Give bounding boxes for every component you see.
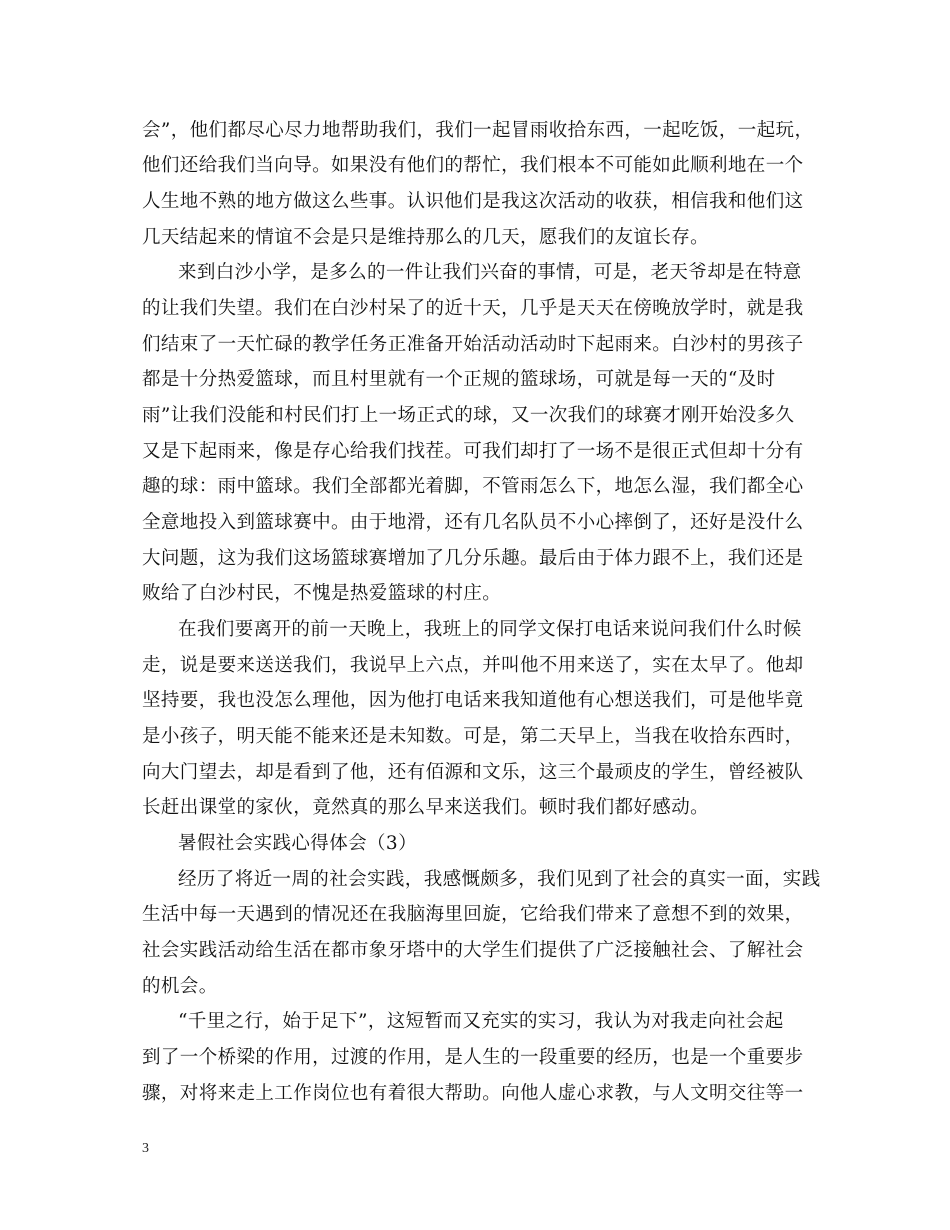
text-line: 大问题，这为我们这场篮球赛增加了几分乐趣。最后由于体力跟不上，我们还是 [142, 548, 804, 569]
text-line: 走，说是要来送送我们，我说早上六点，并叫他不用来送了，实在太早了。他却 [142, 655, 804, 676]
text-line: 都是十分热爱篮球，而且村里就有一个正规的篮球场，可就是每一天的“及时 [142, 369, 776, 390]
text-line: 败给了白沙村民，不愧是热爱篮球的村庄。 [142, 583, 502, 604]
text-line: 的机会。 [142, 976, 218, 997]
text-line: 雨”让我们没能和村民们打上一场正式的球，又一次我们的球赛才刚开始没多久 [142, 405, 795, 426]
text-line: 到了一个桥梁的作用，过渡的作用，是人生的一段重要的经历，也是一个重要步 [142, 1047, 804, 1068]
text-line: 又是下起雨来，像是存心给我们找茬。可我们却打了一场不是很正式但却十分有 [142, 441, 804, 462]
text-line: 趣的球：雨中篮球。我们全部都光着脚，不管雨怎么下，地怎么湿，我们都全心 [142, 476, 804, 497]
text-line: 全意地投入到篮球赛中。由于地滑，还有几名队员不小心摔倒了，还好是没什么 [142, 512, 804, 533]
paragraph-start-line: “千里之行，始于足下”，这短暂而又充实的实习，我认为对我走向社会起 [178, 1011, 784, 1032]
text-line: 生活中每一天遇到的情况还在我脑海里回旋，它给我们带来了意想不到的效果， [142, 904, 804, 925]
text-line: 会”，他们都尽心尽力地帮助我们，我们一起冒雨收拾东西，一起吃饭，一起玩， [142, 120, 814, 141]
text-line: 人生地不熟的地方做这么些事。认识他们是我这次活动的收获，相信我和他们这 [142, 191, 804, 212]
text-line: 是小孩子，明天能不能来还是未知数。可是，第二天早上，当我在收拾东西时， [142, 726, 804, 747]
text-line: 骤，对将来走上工作岗位也有着很大帮助。向他人虚心求教，与人文明交往等一 [142, 1083, 804, 1104]
paragraph-start-line: 在我们要离开的前一天晚上，我班上的同学文保打电话来说问我们什么时候 [178, 619, 802, 640]
paragraph-start-line: 经历了将近一周的社会实践，我感慨颇多，我们见到了社会的真实一面，实践 [178, 869, 821, 890]
text-line: 几天结起来的情谊不会是只是维持那么的几天，愿我们的友谊长存。 [142, 227, 710, 248]
text-line: 向大门望去，却是看到了他，还有佰源和文乐，这三个最顽皮的学生，曾经被队 [142, 762, 804, 783]
text-line: 坚持要，我也没怎么理他，因为他打电话来我知道他有心想送我们，可是他毕竟 [142, 690, 804, 711]
text-line: 社会实践活动给生活在都市象牙塔中的大学生们提供了广泛接触社会、了解社会 [142, 940, 804, 961]
page-number: 3 [142, 1141, 149, 1156]
text-line: 他们还给我们当向导。如果没有他们的帮忙，我们根本不可能如此顺利地在一个 [142, 155, 804, 176]
paragraph-start-line: 来到白沙小学，是多么的一件让我们兴奋的事情，可是，老天爷却是在特意 [178, 262, 802, 283]
text-line: 们结束了一天忙碌的教学任务正准备开始活动活动时下起雨来。白沙村的男孩子 [142, 334, 804, 355]
text-line: 的让我们失望。我们在白沙村呆了的近十天，几乎是天天在傍晚放学时，就是我 [142, 298, 804, 319]
section-heading: 暑假社会实践心得体会（3） [178, 833, 417, 854]
text-line: 长赶出课堂的家伙，竟然真的那么早来送我们。顿时我们都好感动。 [142, 797, 710, 818]
